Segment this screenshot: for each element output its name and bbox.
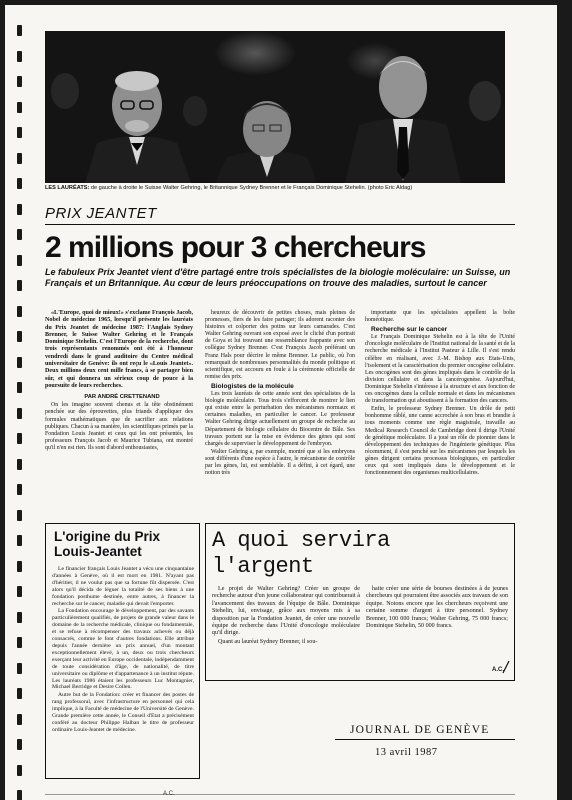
binder-hole [17, 76, 22, 87]
article-column-1 [45, 310, 193, 453]
body-paragraph: Walter Gehring a, par exemple, montré que si les embryons sont différents d'une espèce à l'autre, le mécanisme de contrôle par les gènes, lui, est semblable. Il a défini, à cet égard, une notion très [205, 448, 355, 477]
body-paragraph: heureux de découvrir de petites choses, mais pleines de promesses, fiers de les faire partager; ils adorent raconter des histoires et colporter des potins sur leurs camarades. C'est Walter Gehring ouvrant son exposé avec le cliché d'un portrait de Goya et lui trouvant une ressemblance frappante avec son collègue Sydney Brenner. C'est François Jacob préférant un Franz Hals pour décrire le même Brenner. Le public, où l'on remarquait de nombreuses personnalités du monde politique et scientifique, est accouru en foule à la cérémonie officielle de remise des prix. [205, 310, 355, 380]
subheading: Biologistes de la molécule [211, 382, 294, 390]
binder-hole [17, 229, 22, 240]
source-journal: JOURNAL DE GENÈVE [350, 724, 490, 736]
byline: PAR ANDRÉ CRETTENAND [84, 394, 160, 401]
box-column-2 [366, 586, 508, 631]
binder-hole [17, 714, 22, 725]
box-title [54, 529, 160, 559]
box-title-line: Louis-Jeantet [54, 544, 142, 559]
body-paragraph: Les trois lauréats de cette année sont des spécialistes de la biologie moléculaire. Tous trois s'efforcent de montrer le lien qui existe entre la perturbation des mécanismes normaux et certaines maladies, en particulier le cancer. Le professeur Walter Gehring dirige actuellement un groupe de recherche au Département de biologie cellulaire du Biocentre de Bâle. Ses travaux portent sur la mise en évidence des gènes qui sont chargés de superviser le développement de l'embryon. [205, 391, 355, 447]
box-title [212, 528, 390, 580]
binder-hole [17, 637, 22, 648]
binder-hole [17, 255, 22, 266]
binder-hole [17, 790, 22, 800]
binder-hole [17, 357, 22, 368]
box-paragraph: La Fondation encourage le développement, par des savants particulièrement qualifiés, de projets de grande valeur dans le domaine de la recherche médicale, clinique ou fondamentale, et se refuse à récompenser des travaux achevés ou déjà consacrés, comme le font d'autres fondations. Elle attribue depuis l'année dernière un prix annuel, d'un montant exceptionnellement élevé, à un, deux ou trois chercheurs exerçant leur activité en Europe occidentale, indépendamment de toute considération d'âge, de nationalité, de titre universitaire ou diplôme et d'appartenance à un institut répute. Les lauréats 1986 étaient les professeurs Luc Montagnier, Michael Berridge et Desire Collen. [52, 608, 194, 691]
binder-hole [17, 612, 22, 623]
binder-hole [17, 382, 22, 393]
binder-hole [17, 586, 22, 597]
binder-hole [17, 433, 22, 444]
binder-hole [17, 765, 22, 776]
sidebar-box-money [205, 523, 515, 681]
box-paragraph: haite créer une série de bourses destinées à de jeunes chercheurs qui pourraient être associés aux travaux de son équipe. Notons encore que les chercheurs reçoivent une certaine somme d'argent à titre personnel. Sydney Brenner, 100 000 francs; Walter Gehring, 75 000 francs; Dominique Stehelin, 50 000 francs. [366, 586, 508, 630]
article-column-3 [365, 310, 515, 478]
box-title-line: A quoi servira [212, 528, 390, 553]
box-paragraph: Autre but de la Fondation: créer et financer des postes de rang professoral, avec l'infrastructure en personnel qui cela implique, à la Faculté de médecine de l'Université de Genève. Grande première cette année, le Conseil d'Etat a précisément conféré au docteur Philippe Halban le titre de professeur ordinaire Louis-Jeantet de médecine. [52, 692, 194, 733]
laureates-photo [45, 31, 505, 183]
section-kicker: PRIX JEANTET [45, 205, 157, 222]
binder-hole [17, 484, 22, 495]
box-signature: A.C. [492, 667, 504, 673]
box-paragraph: Le financier français Louis Jeantet a vécu une cinquantaine d'années à Genève, où il est mort en 1981. N'ayant pas d'héritier, il ne voulut pas que sa fortune fût dispersée. C'est alors qu'il décida de léguer la totalité de ses biens à une fondation posthume destinée, entre autres, à financer la recherche sur le cancer, maladie qui devait l'emporter. [52, 566, 194, 607]
sidebar-box-origin [45, 523, 200, 779]
box-title-line: l'argent [212, 554, 314, 579]
subheading: Recherche sur le cancer [371, 326, 448, 334]
binder-hole [17, 178, 22, 189]
footer-rule [45, 794, 515, 795]
binder-hole [17, 204, 22, 215]
box-title-line: L'origine du Prix [54, 529, 160, 544]
photo-caption [45, 185, 515, 192]
binder-hole [17, 280, 22, 291]
binder-hole [17, 535, 22, 546]
binder-hole [17, 408, 22, 419]
laureates-photo-image [45, 31, 505, 183]
box-body [52, 566, 194, 735]
binder-hole [17, 127, 22, 138]
source-date: 13 avril 1987 [375, 747, 438, 758]
box-column-1 [212, 586, 360, 647]
binder-hole [17, 306, 22, 317]
binder-hole [17, 102, 22, 113]
binder-hole [17, 153, 22, 164]
binder-hole [17, 25, 22, 36]
pen-mark-icon [501, 660, 511, 674]
binder-hole [17, 51, 22, 62]
clipping-sheet [5, 5, 557, 800]
body-paragraph: Le Français Dominique Stehelin est à la tête de l'Unité d'oncologie moléculaire de l'Institut national de la santé et de la recherche médicale à l'Institut Pasteur à Lille. Il s'est rendu célèbre en réalisant, avec J.-M. Bishop aux Etats-Unis, l'isolement et la caractérisation du premier oncogène cellulaire. Les oncogènes sont des gènes impliqués dans le contrôle de la division cellulaire et dans la cancérogenèse. Aujourd'hui, Dominique Stehelin s'intéresse à la structure et aux fonction de ces oncogènes dans la cellule normale et dans les mécanismes de transformation qui aboutissent à la formation des cancers. [365, 334, 515, 405]
footer-initials: A.C. [163, 791, 175, 797]
article-standfirst: Le fabuleux Prix Jeantet vient d'être partagé entre trois spécialistes de la biologie moléculaire: un Suisse, un Français et un Britannique. Au cœur de leurs préoccupations on trouve des maladies, surtout le cancer [45, 267, 511, 289]
binder-hole [17, 739, 22, 750]
binder-hole [17, 510, 22, 521]
binder-holes [5, 5, 35, 800]
box-paragraph: Quant au lauréat Sydney Brenner, il sou- [218, 638, 318, 645]
lead-paragraph: «L'Europe, quoi de mieux!» s'exclame François Jacob, Nobel de médecine 1965, lorsqu'il présente les lauréats du Prix Jeantet de médecine 1987: l'Anglais Sydney Brenner, le Suisse Walter Gehring et le Français Dominique Stehelin. C'est l'Europe de la recherche, dont trois représentants renommés ont été à l'honneur vendredi dans le grand auditoire du Centre médical universitaire de Genève: ils ont reçu le «Louis Jeantet». Deux millions deux cent mille francs, à se partager bien sûr, et qui donnera un sérieux coup de pouce à la poursuite de leurs recherches. [45, 310, 193, 389]
body-paragraph: importante que les spécialistes appellent la boîte homéotique. [365, 310, 515, 324]
caption-text: de gauche à droite le Suisse Walter Gehring, le Britannique Sydney Brenner et le Français Dominique Stehelin. (photo Eric Aldag) [90, 185, 413, 191]
caption-lead: LES LAURÉATS: [45, 185, 90, 191]
body-paragraph: On les imagine souvent chenus et la tête obstinément penchée sur des éprouvettes, plus friands d'appliquer des formules mathématiques que de sacrifier aux relations publiques. Chacun à sa manière, les scientifiques primés par la Fondation Louis Jeantet et ceux qui les ont présentés, les professeurs François Jacob et Maurice Tubiana, ont montré qu'il n'en est rien. Ils sont d'abord enthousiastes, [45, 402, 193, 451]
binder-hole [17, 459, 22, 470]
source-rule [335, 739, 515, 740]
binder-hole [17, 688, 22, 699]
binder-hole [17, 331, 22, 342]
box-paragraph: Le projet de Walter Gehring? Créer un groupe de recherche autour d'un jeune collaborateur qui contribuerait à l'avancement des travaux de l'équipe de Bâle. Dominique Stehelin, lui, envisage, grâce aux moyens mis à sa disposition par la Fondation Jeantet, de créer une nouvelle équipe de recherche dans l'Unité d'oncologie moléculaire qu'il dirige. [212, 586, 360, 637]
article-headline: 2 millions pour 3 chercheurs [45, 231, 426, 264]
body-paragraph: Enfin, le professeur Sydney Brenner. Un drôle de petit bonhomme râblé, une canne accrochée à son bras et brandie à tous moments comme une règle magistrale, travaille au Medical Research Council de Cambridge dont il dirige l'Unité de génétique moléculaire. Il a joué un rôle de pionnier dans le développement des techniques de l'ingénierie génétique. Plus récemment, il s'est penché sur les mécanismes par lesquels les gènes dirigent certains processus biologiques, en particulier ceux qui sont impliqués dans le développement et le fonctionnement des organismes multicellulaires. [365, 406, 515, 477]
kicker-rule [45, 224, 515, 225]
binder-hole [17, 561, 22, 572]
article-column-2 [205, 310, 355, 478]
binder-hole [17, 663, 22, 674]
